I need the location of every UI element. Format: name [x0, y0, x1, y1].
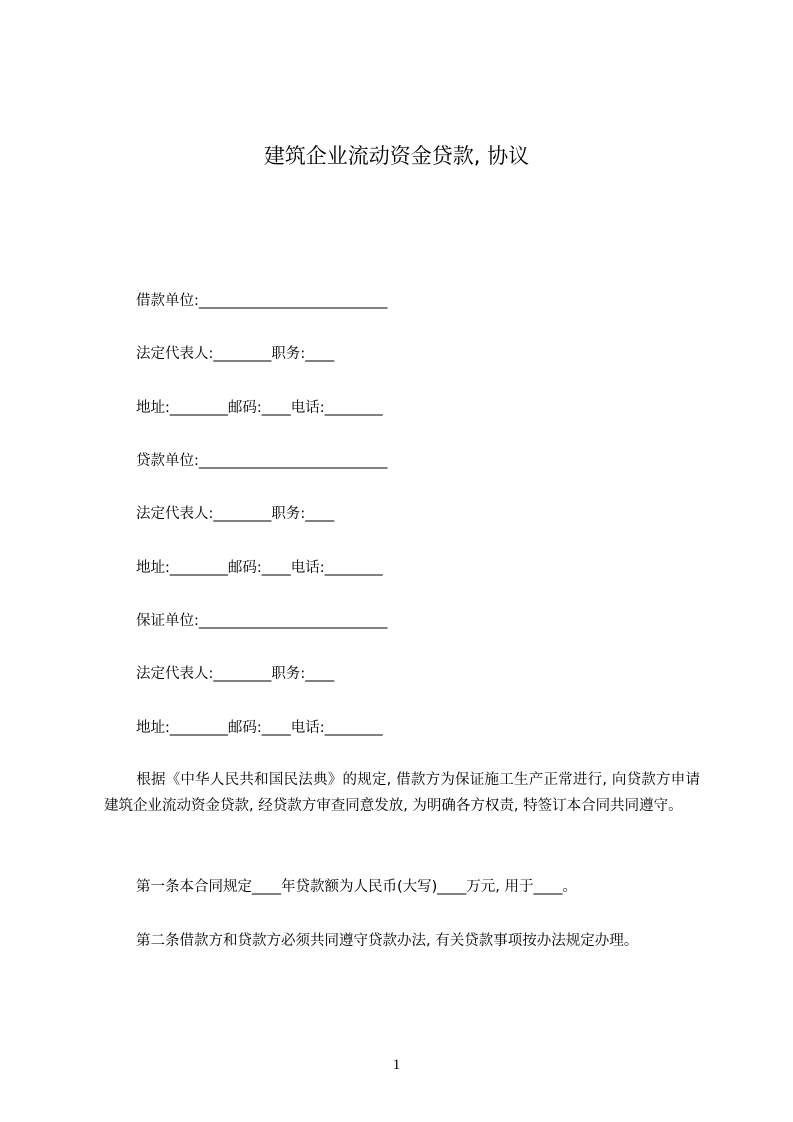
guarantor-representative-line: 法定代表人:________职务:____	[136, 666, 335, 682]
borrower-unit-line: 借款单位:__________________________	[136, 293, 388, 309]
page-number: 1	[392, 1057, 401, 1073]
lender-unit-line: 贷款单位:__________________________	[136, 453, 388, 469]
guarantor-address-line: 地址:________邮码:____电话:________	[136, 720, 383, 736]
intro-paragraph	[104, 767, 700, 819]
lender-representative-line: 法定代表人:________职务:____	[136, 506, 335, 522]
guarantor-unit-line: 保证单位:__________________________	[136, 613, 388, 629]
lender-address-line: 地址:________邮码:____电话:________	[136, 560, 383, 576]
article-2: 第二条借款方和贷款方必须共同遵守贷款办法, 有关贷款事项按办法规定办理。	[136, 933, 639, 949]
borrower-representative-line: 法定代表人:________职务:____	[136, 346, 335, 362]
borrower-address-line: 地址:________邮码:____电话:________	[136, 400, 383, 416]
document-title: 建筑企业流动资金贷款, 协议	[263, 144, 530, 168]
article-1: 第一条本合同规定____年贷款额为人民币(大写)____万元, 用于____。	[136, 879, 578, 895]
intro-paragraph-text: 根据《中华人民共和国民法典》的规定, 借款方为保证施工生产正常进行, 向贷款方申请建筑企业流动资金贷款, 经贷款方审查同意发放, 为明确各方权责, 特签订本合同共同遵守。	[104, 772, 700, 814]
